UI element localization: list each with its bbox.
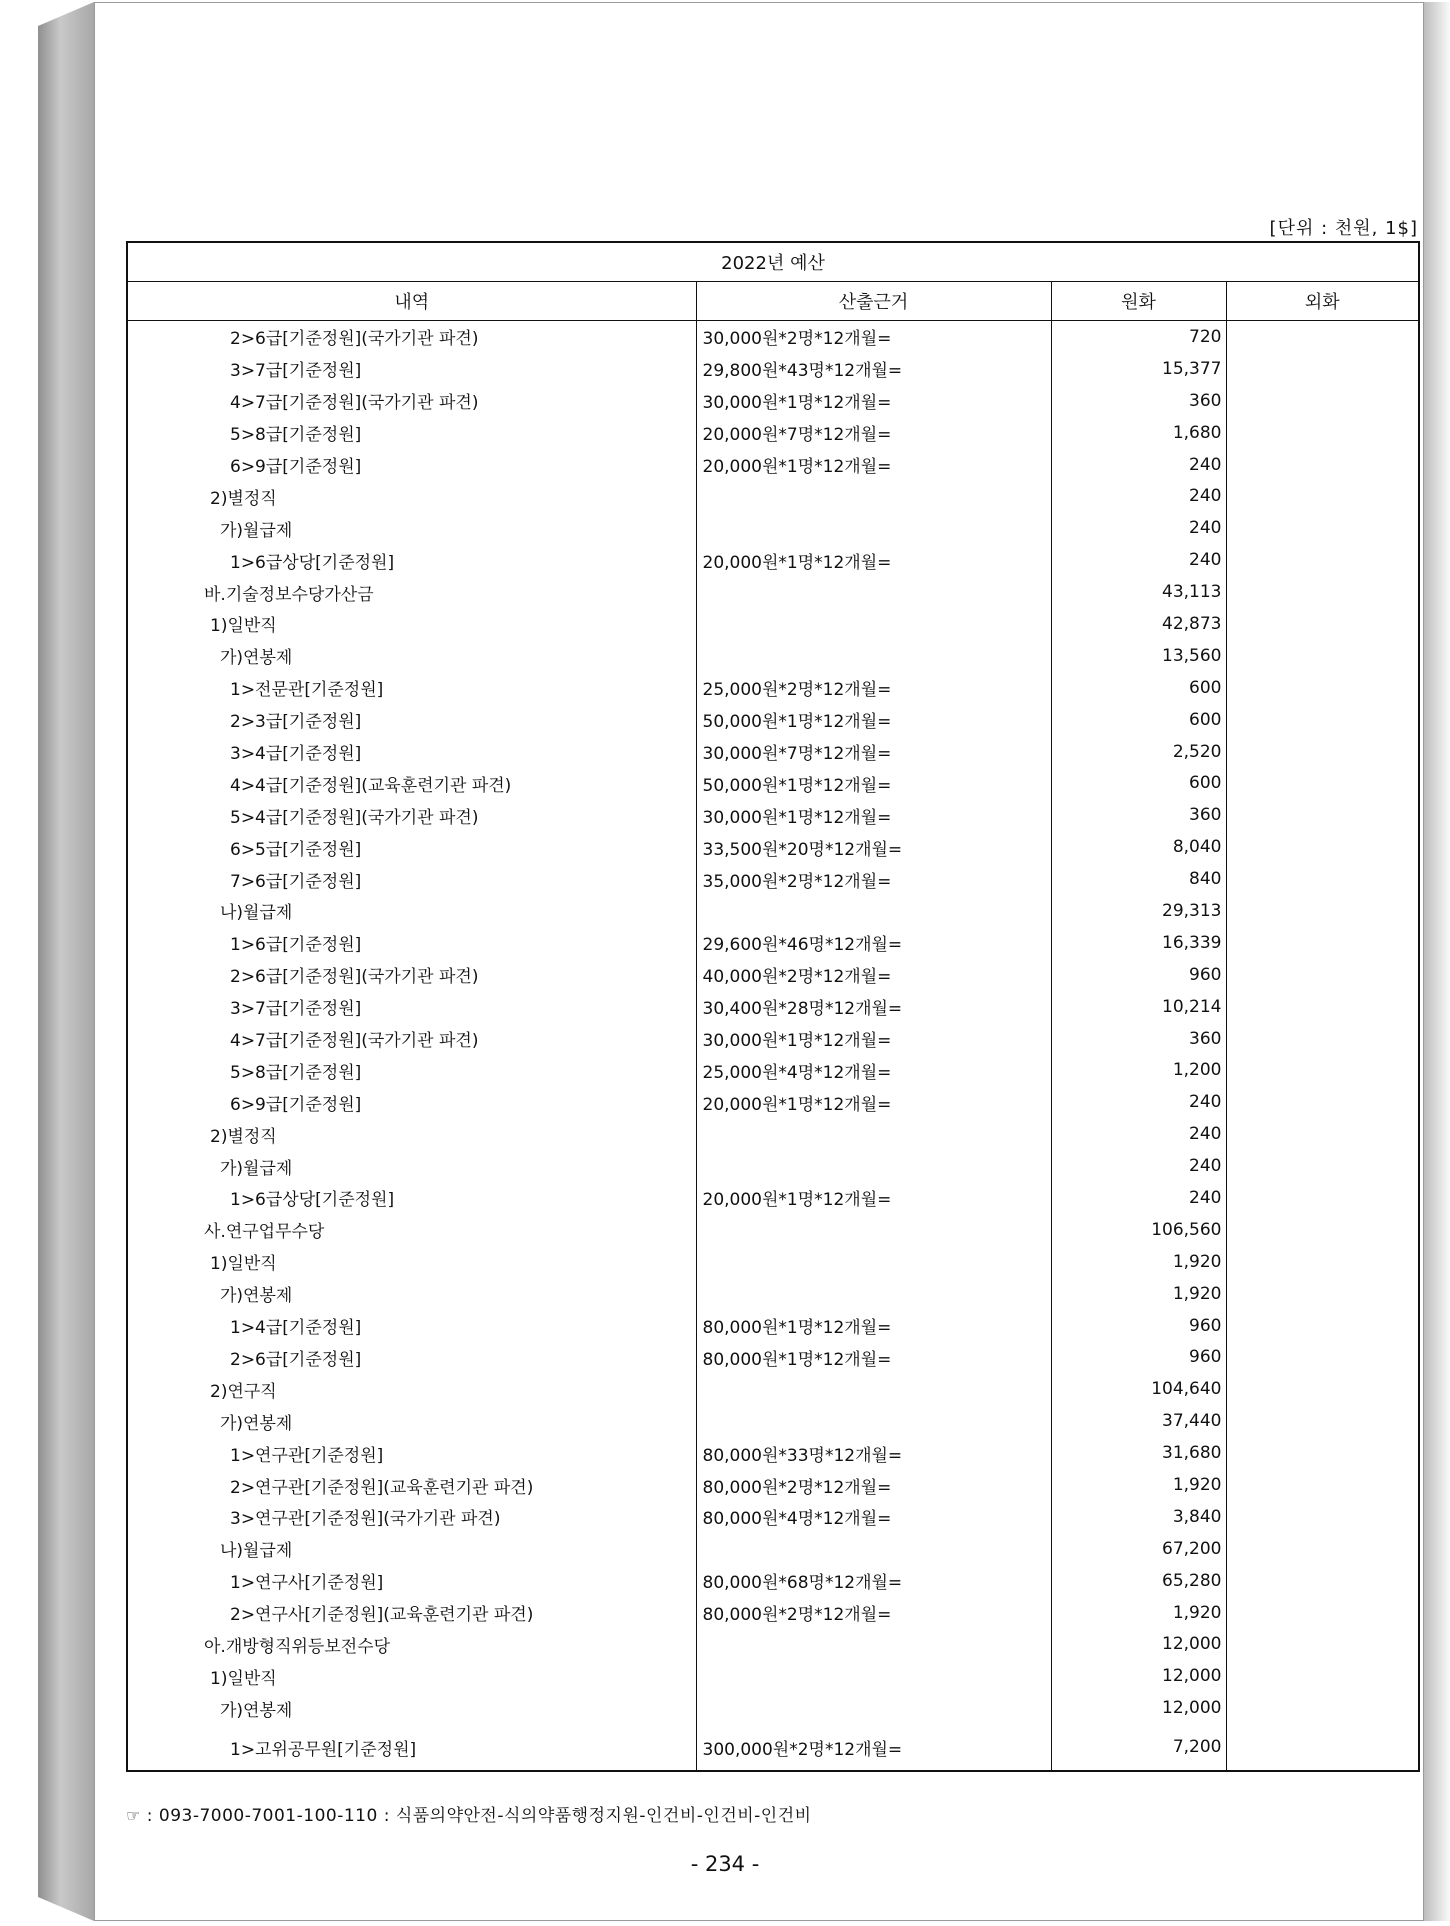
row-amount-fx [1226, 1629, 1419, 1661]
row-amount-krw: 16,339 [1051, 927, 1226, 959]
row-basis: 20,000원*1명*12개월= [696, 1086, 1051, 1118]
row-basis: 25,000원*2명*12개월= [696, 672, 1051, 704]
row-amount-krw: 12,000 [1051, 1629, 1226, 1661]
table-row [127, 640, 1419, 672]
row-amount-krw: 240 [1051, 480, 1226, 512]
table-row [127, 1246, 1419, 1278]
row-item-name: 4>4급[기준정원](교육훈련기관 파견) [127, 767, 696, 799]
table-row [127, 1086, 1419, 1118]
row-basis [696, 1692, 1051, 1724]
page-edge-shadow [1424, 2, 1450, 1921]
row-amount-krw: 15,377 [1051, 353, 1226, 385]
row-amount-fx [1226, 1597, 1419, 1629]
row-amount-fx [1226, 353, 1419, 385]
row-item-name: 2>연구관[기준정원](교육훈련기관 파견) [127, 1469, 696, 1501]
table-row [127, 1660, 1419, 1692]
table-row [127, 863, 1419, 895]
row-amount-fx [1226, 1150, 1419, 1182]
header-basis: 산출근거 [696, 282, 1051, 321]
table-row [127, 1437, 1419, 1469]
pointing-hand-icon: ☞ [126, 1806, 141, 1825]
row-amount-fx [1226, 1565, 1419, 1597]
row-basis: 35,000원*2명*12개월= [696, 863, 1051, 895]
row-item-name: 6>9급[기준정원] [127, 1086, 696, 1118]
row-amount-fx [1226, 1086, 1419, 1118]
row-amount-krw: 600 [1051, 672, 1226, 704]
table-row [127, 576, 1419, 608]
table-row [127, 1565, 1419, 1597]
table-row [127, 480, 1419, 512]
row-amount-fx [1226, 1660, 1419, 1692]
row-item-name: 1>4급[기준정원] [127, 1310, 696, 1342]
row-item-name: 2>연구사[기준정원](교육훈련기관 파견) [127, 1597, 696, 1629]
row-amount-krw: 10,214 [1051, 991, 1226, 1023]
table-row [127, 704, 1419, 736]
row-basis: 30,400원*28명*12개월= [696, 991, 1051, 1023]
row-basis: 30,000원*1명*12개월= [696, 799, 1051, 831]
row-basis: 80,000원*1명*12개월= [696, 1310, 1051, 1342]
row-amount-krw: 1,680 [1051, 417, 1226, 449]
row-basis [696, 1629, 1051, 1661]
row-basis: 80,000원*2명*12개월= [696, 1597, 1051, 1629]
table-row [127, 1214, 1419, 1246]
row-basis [696, 608, 1051, 640]
row-amount-krw: 42,873 [1051, 608, 1226, 640]
book-spine [38, 2, 94, 1921]
row-amount-fx [1226, 1182, 1419, 1214]
row-amount-fx [1226, 449, 1419, 481]
row-amount-fx [1226, 640, 1419, 672]
row-basis [696, 640, 1051, 672]
row-item-name: 가)월급제 [127, 1150, 696, 1182]
row-item-name: 가)연봉제 [127, 1278, 696, 1310]
header-fx: 외화 [1226, 282, 1419, 321]
table-row [127, 449, 1419, 481]
table-row [127, 1278, 1419, 1310]
row-item-name: 가)연봉제 [127, 1692, 696, 1724]
table-row [127, 1310, 1419, 1342]
row-amount-krw: 360 [1051, 385, 1226, 417]
row-item-name: 1)일반직 [127, 1246, 696, 1278]
row-amount-krw: 1,920 [1051, 1246, 1226, 1278]
row-item-name: 5>8급[기준정원] [127, 417, 696, 449]
row-amount-krw: 12,000 [1051, 1660, 1226, 1692]
row-amount-fx [1226, 512, 1419, 544]
row-amount-fx [1226, 385, 1419, 417]
row-item-name: 4>7급[기준정원](국가기관 파견) [127, 1023, 696, 1055]
row-item-name: 가)연봉제 [127, 1405, 696, 1437]
row-item-name: 가)연봉제 [127, 640, 696, 672]
row-basis [696, 895, 1051, 927]
table-row [127, 1724, 1419, 1771]
row-item-name: 3>4급[기준정원] [127, 736, 696, 768]
row-amount-krw: 600 [1051, 767, 1226, 799]
row-basis: 80,000원*2명*12개월= [696, 1469, 1051, 1501]
row-basis: 29,600원*46명*12개월= [696, 927, 1051, 959]
row-amount-fx [1226, 1692, 1419, 1724]
table-row [127, 1023, 1419, 1055]
table-body [127, 321, 1419, 1772]
row-amount-krw: 960 [1051, 959, 1226, 991]
row-basis [696, 1150, 1051, 1182]
row-amount-krw: 65,280 [1051, 1565, 1226, 1597]
row-amount-krw: 360 [1051, 799, 1226, 831]
row-item-name: 4>7급[기준정원](국가기관 파견) [127, 385, 696, 417]
table-row [127, 1054, 1419, 1086]
row-item-name: 1>6급상당[기준정원] [127, 544, 696, 576]
row-amount-krw: 3,840 [1051, 1501, 1226, 1533]
row-amount-fx [1226, 927, 1419, 959]
table-row [127, 353, 1419, 385]
table-row [127, 385, 1419, 417]
row-amount-krw: 840 [1051, 863, 1226, 895]
row-amount-krw: 12,000 [1051, 1692, 1226, 1724]
header-krw: 원화 [1051, 282, 1226, 321]
row-item-name: 7>6급[기준정원] [127, 863, 696, 895]
row-basis [696, 1660, 1051, 1692]
table-row [127, 895, 1419, 927]
row-item-name: 6>5급[기준정원] [127, 831, 696, 863]
row-basis: 80,000원*33명*12개월= [696, 1437, 1051, 1469]
row-basis [696, 1278, 1051, 1310]
row-amount-fx [1226, 736, 1419, 768]
row-item-name: 1>연구관[기준정원] [127, 1437, 696, 1469]
row-basis: 80,000원*1명*12개월= [696, 1342, 1051, 1374]
table-row [127, 736, 1419, 768]
unit-label: [단위 : 천원, 1$] [1269, 218, 1418, 239]
row-basis: 30,000원*1명*12개월= [696, 1023, 1051, 1055]
row-amount-fx [1226, 1437, 1419, 1469]
row-amount-fx [1226, 863, 1419, 895]
table-row [127, 321, 1419, 353]
row-basis [696, 1373, 1051, 1405]
account-code-text: : 093-7000-7001-100-110 : 식품의약안전-식의약품행정지원-인건비-인건비-인건비 [146, 1806, 812, 1826]
row-amount-fx [1226, 417, 1419, 449]
row-item-name: 1>연구사[기준정원] [127, 1565, 696, 1597]
row-item-name: 3>7급[기준정원] [127, 353, 696, 385]
table-row [127, 417, 1419, 449]
row-item-name: 나)월급제 [127, 1533, 696, 1565]
row-amount-krw: 1,920 [1051, 1278, 1226, 1310]
row-amount-krw: 106,560 [1051, 1214, 1226, 1246]
row-amount-fx [1226, 1310, 1419, 1342]
table-row [127, 1533, 1419, 1565]
row-amount-fx [1226, 480, 1419, 512]
row-amount-fx [1226, 831, 1419, 863]
table-row [127, 1469, 1419, 1501]
row-basis: 25,000원*4명*12개월= [696, 1054, 1051, 1086]
table-row [127, 927, 1419, 959]
table-title-row [127, 242, 1419, 282]
row-amount-krw: 240 [1051, 1086, 1226, 1118]
row-item-name: 2)별정직 [127, 1118, 696, 1150]
row-amount-fx [1226, 1023, 1419, 1055]
row-basis: 30,000원*1명*12개월= [696, 385, 1051, 417]
table-title: 2022년 예산 [127, 242, 1419, 282]
row-item-name: 아.개방형직위등보전수당 [127, 1629, 696, 1661]
row-amount-krw: 7,200 [1051, 1724, 1226, 1771]
row-basis: 80,000원*68명*12개월= [696, 1565, 1051, 1597]
row-amount-krw: 240 [1051, 512, 1226, 544]
table-row [127, 1597, 1419, 1629]
row-amount-krw: 960 [1051, 1342, 1226, 1374]
table-row [127, 1405, 1419, 1437]
row-basis [696, 480, 1051, 512]
row-item-name: 사.연구업무수당 [127, 1214, 696, 1246]
row-amount-fx [1226, 1501, 1419, 1533]
row-basis: 30,000원*2명*12개월= [696, 321, 1051, 353]
row-basis: 40,000원*2명*12개월= [696, 959, 1051, 991]
row-amount-fx [1226, 1469, 1419, 1501]
row-amount-krw: 240 [1051, 544, 1226, 576]
row-amount-fx [1226, 1246, 1419, 1278]
row-basis: 20,000원*7명*12개월= [696, 417, 1051, 449]
row-amount-fx [1226, 1533, 1419, 1565]
row-basis: 50,000원*1명*12개월= [696, 767, 1051, 799]
row-item-name: 2>6급[기준정원](국가기관 파견) [127, 321, 696, 353]
row-amount-fx [1226, 704, 1419, 736]
row-item-name: 5>4급[기준정원](국가기관 파견) [127, 799, 696, 831]
row-amount-krw: 600 [1051, 704, 1226, 736]
row-item-name: 1>고위공무원[기준정원] [127, 1724, 696, 1771]
row-item-name: 2>6급[기준정원](국가기관 파견) [127, 959, 696, 991]
row-amount-krw: 960 [1051, 1310, 1226, 1342]
table-row [127, 799, 1419, 831]
row-basis: 29,800원*43명*12개월= [696, 353, 1051, 385]
row-item-name: 2>6급[기준정원] [127, 1342, 696, 1374]
row-item-name: 2)연구직 [127, 1373, 696, 1405]
table-row [127, 831, 1419, 863]
row-basis [696, 576, 1051, 608]
table-row [127, 672, 1419, 704]
row-amount-fx [1226, 576, 1419, 608]
row-amount-krw: 1,200 [1051, 1054, 1226, 1086]
row-amount-fx [1226, 1278, 1419, 1310]
row-amount-krw: 67,200 [1051, 1533, 1226, 1565]
row-basis [696, 1118, 1051, 1150]
table-row [127, 512, 1419, 544]
table-row [127, 1692, 1419, 1724]
row-amount-fx [1226, 544, 1419, 576]
table-row [127, 1501, 1419, 1533]
row-item-name: 가)월급제 [127, 512, 696, 544]
row-basis [696, 1533, 1051, 1565]
row-item-name: 3>7급[기준정원] [127, 991, 696, 1023]
row-amount-fx [1226, 1373, 1419, 1405]
row-basis: 33,500원*20명*12개월= [696, 831, 1051, 863]
table-row [127, 1342, 1419, 1374]
row-amount-krw: 240 [1051, 1150, 1226, 1182]
row-amount-krw: 1,920 [1051, 1597, 1226, 1629]
row-amount-fx [1226, 1405, 1419, 1437]
row-basis: 20,000원*1명*12개월= [696, 544, 1051, 576]
row-basis [696, 1405, 1051, 1437]
row-basis: 30,000원*7명*12개월= [696, 736, 1051, 768]
row-amount-krw: 1,920 [1051, 1469, 1226, 1501]
row-amount-fx [1226, 672, 1419, 704]
row-item-name: 2)별정직 [127, 480, 696, 512]
row-item-name: 1>전문관[기준정원] [127, 672, 696, 704]
row-basis [696, 1246, 1051, 1278]
account-reference [126, 1801, 812, 1826]
row-item-name: 나)월급제 [127, 895, 696, 927]
row-amount-krw: 37,440 [1051, 1405, 1226, 1437]
table-row [127, 1150, 1419, 1182]
row-amount-krw: 31,680 [1051, 1437, 1226, 1469]
budget-table [126, 241, 1420, 1772]
row-amount-fx [1226, 321, 1419, 353]
page-number: - 234 - [690, 1852, 760, 1876]
table-header-row [127, 282, 1419, 321]
row-item-name: 6>9급[기준정원] [127, 449, 696, 481]
row-item-name: 2>3급[기준정원] [127, 704, 696, 736]
row-item-name: 1)일반직 [127, 1660, 696, 1692]
row-amount-krw: 29,313 [1051, 895, 1226, 927]
row-amount-fx [1226, 895, 1419, 927]
header-item: 내역 [127, 282, 696, 321]
row-amount-krw: 240 [1051, 1182, 1226, 1214]
row-basis: 20,000원*1명*12개월= [696, 1182, 1051, 1214]
row-amount-fx [1226, 1724, 1419, 1771]
row-amount-krw: 104,640 [1051, 1373, 1226, 1405]
row-basis [696, 1214, 1051, 1246]
row-amount-fx [1226, 799, 1419, 831]
row-amount-fx [1226, 1214, 1419, 1246]
row-amount-krw: 240 [1051, 1118, 1226, 1150]
table-row [127, 1118, 1419, 1150]
table-row [127, 544, 1419, 576]
row-amount-krw: 2,520 [1051, 736, 1226, 768]
row-basis: 300,000원*2명*12개월= [696, 1724, 1051, 1771]
row-amount-krw: 720 [1051, 321, 1226, 353]
table-row [127, 767, 1419, 799]
table-row [127, 1373, 1419, 1405]
row-item-name: 3>연구관[기준정원](국가기관 파견) [127, 1501, 696, 1533]
row-amount-fx [1226, 1118, 1419, 1150]
row-amount-fx [1226, 959, 1419, 991]
row-basis [696, 512, 1051, 544]
row-item-name: 1>6급상당[기준정원] [127, 1182, 696, 1214]
row-item-name: 1)일반직 [127, 608, 696, 640]
table-row [127, 608, 1419, 640]
row-amount-fx [1226, 767, 1419, 799]
row-item-name: 바.기술정보수당가산금 [127, 576, 696, 608]
row-amount-krw: 240 [1051, 449, 1226, 481]
row-amount-krw: 13,560 [1051, 640, 1226, 672]
table-row [127, 959, 1419, 991]
row-item-name: 5>8급[기준정원] [127, 1054, 696, 1086]
row-item-name: 1>6급[기준정원] [127, 927, 696, 959]
table-row [127, 1629, 1419, 1661]
row-amount-krw: 8,040 [1051, 831, 1226, 863]
row-amount-fx [1226, 1342, 1419, 1374]
row-amount-krw: 43,113 [1051, 576, 1226, 608]
table-row [127, 991, 1419, 1023]
table-row [127, 1182, 1419, 1214]
row-amount-fx [1226, 1054, 1419, 1086]
row-basis: 20,000원*1명*12개월= [696, 449, 1051, 481]
row-basis: 50,000원*1명*12개월= [696, 704, 1051, 736]
row-amount-krw: 360 [1051, 1023, 1226, 1055]
row-amount-fx [1226, 608, 1419, 640]
row-basis: 80,000원*4명*12개월= [696, 1501, 1051, 1533]
row-amount-fx [1226, 991, 1419, 1023]
